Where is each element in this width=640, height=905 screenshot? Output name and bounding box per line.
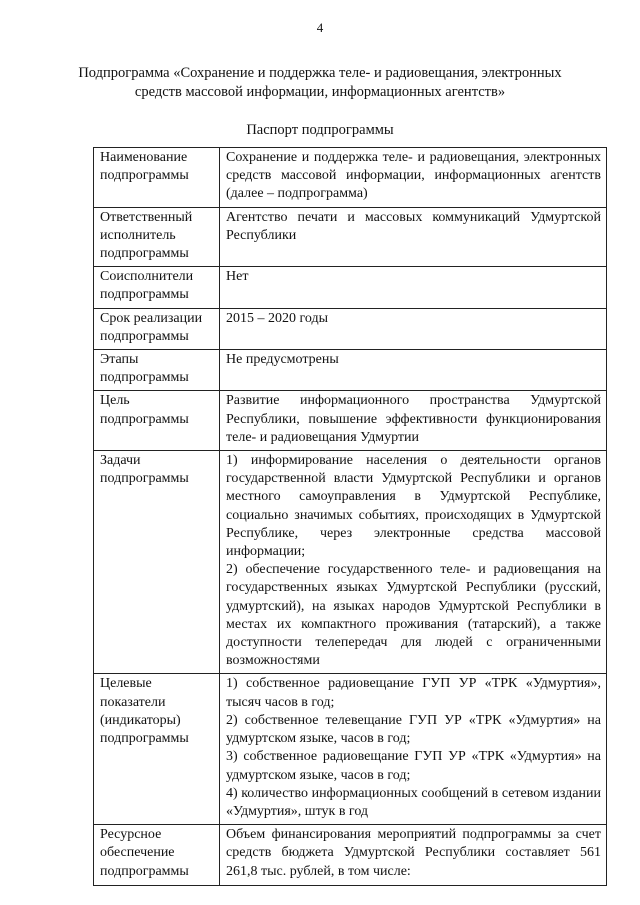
table-row	[94, 391, 607, 451]
subprogram-title: Подпрограмма «Сохранение и поддержка теле- и радиовещания, электронных средств массовой информации, информационных агентств»	[78, 65, 562, 100]
row-value: Сохранение и поддержка теле- и радиовещания, электронных средств массовой информации, информационных агентств (далее – подпрограмма)	[220, 148, 607, 208]
row-label: Наименование подпрограммы	[94, 148, 220, 208]
row-label: Целевые показатели (индикаторы) подпрограммы	[94, 674, 220, 825]
table-row	[94, 308, 607, 349]
row-label: Ответственный исполнитель подпрограммы	[94, 207, 220, 267]
indicator-item: 2) собственное телевещание ГУП УР «ТРК «Удмуртия» на удмуртском языке, часов в год;	[226, 712, 601, 747]
table-row	[94, 451, 607, 674]
indicator-item: 1) собственное радиовещание ГУП УР «ТРК «Удмуртия», тысяч часов в год;	[226, 676, 601, 710]
row-value: Объем финансирования мероприятий подпрограммы за счет средств бюджета Удмуртской Республики составляет 561 261,8 тыс. рублей, в том числе:	[220, 825, 607, 886]
row-value: Нет	[220, 267, 607, 308]
task-item: 2) обеспечение государственного теле- и радиовещания на государственных языках Удмуртской Республики (русский, удмуртский), на языках народов Удмуртской Республики в местах их компактного проживания (татарский), а также доступности телепередач для людей с ограниченными возможностями	[226, 562, 601, 669]
row-label: Соисполнители подпрограммы	[94, 267, 220, 308]
table-row	[94, 148, 607, 208]
page-number: 4	[316, 20, 324, 35]
row-value	[220, 674, 607, 825]
indicator-item: 3) собственное радиовещание ГУП УР «ТРК «Удмуртия» на удмуртском языке, часов в год;	[226, 749, 601, 783]
table-row	[94, 674, 607, 825]
row-value: Не предусмотрены	[220, 350, 607, 391]
passport-table	[93, 147, 607, 886]
row-label: Цель подпрограммы	[94, 391, 220, 451]
table-row	[94, 267, 607, 308]
row-value	[220, 451, 607, 674]
passport-heading: Паспорт подпрограммы	[246, 122, 394, 138]
row-label: Задачи подпрограммы	[94, 451, 220, 674]
row-label: Срок реализации подпрограммы	[94, 308, 220, 349]
table-row	[94, 207, 607, 267]
task-item: 1) информирование населения о деятельности органов государственной власти Удмуртской Республики и органов местного самоуправления в Удмуртской Республике, социально значимых событиях, происходящих в Удмуртской Республике, через электронные средства массовой информации;	[226, 453, 601, 560]
indicator-item: 4) количество информационных сообщений в сетевом издании «Удмуртия», штук в год	[226, 785, 601, 819]
table-row	[94, 350, 607, 391]
row-label: Ресурсное обеспечение подпрограммы	[94, 825, 220, 886]
row-label: Этапы подпрограммы	[94, 350, 220, 391]
table-row	[94, 825, 607, 886]
row-value: 2015 – 2020 годы	[220, 308, 607, 349]
row-value: Развитие информационного пространства Удмуртской Республики, повышение эффективности функционирования теле- и радиовещания Удмуртии	[220, 391, 607, 451]
row-value: Агентство печати и массовых коммуникаций Удмуртской Республики	[220, 207, 607, 267]
